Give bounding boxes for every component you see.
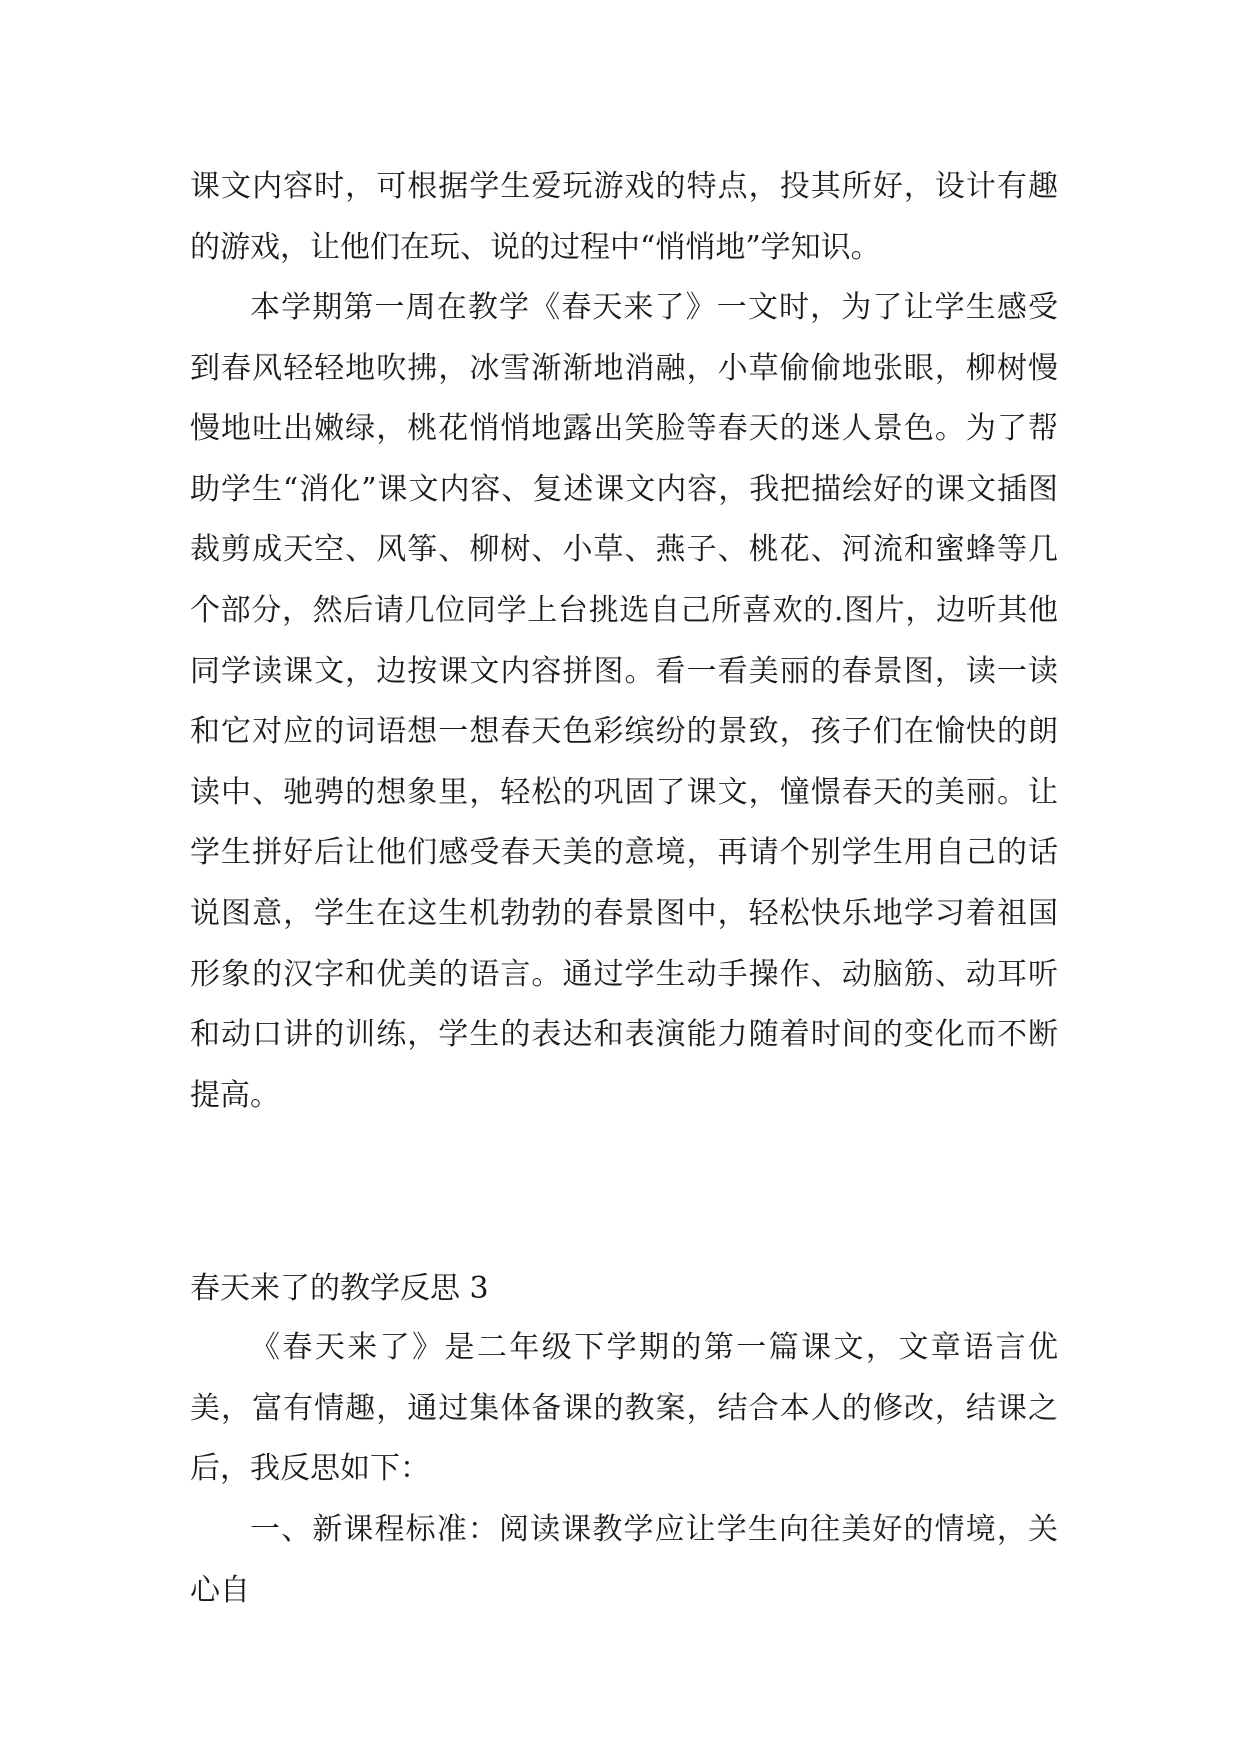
paragraph-spring-lesson: 本学期第一周在教学《春天来了》一文时，为了让学生感受到春风轻轻地吹拂，冰雪渐渐地消融，小草偷偷地张眼，柳树慢慢地吐出嫩绿，桃花悄悄地露出笑脸等春天的迷人景色。为了帮助学生“消化”课文内容、复述课文内容，我把描绘好的课文插图裁剪成天空、风筝、柳树、小草、燕子、桃花、河流和蜜蜂等几个部分，然后请几位同学上台挑选自己所喜欢的.图片，边听其他同学读课文，边按课文内容拼图。看一看美丽的春景图，读一读和它对应的词语想一想春天色彩缤纷的景致，孩子们在愉快的朗读中、驰骋的想象里，轻松的巩固了课文，憧憬春天的美丽。让学生拼好后让他们感受春天美的意境，再请个别学生用自己的话说图意，学生在这生机勃勃的春景图中，轻松快乐地学习着祖国形象的汉字和优美的语言。通过学生动手操作、动脑筋、动耳听和动口讲的训练，学生的表达和表演能力随着时间的变化而不断提高。 (190, 290, 1058, 1113)
section-heading: 春天来了的教学反思 3 (190, 1271, 489, 1306)
paragraph-reflection-intro: 《春天来了》是二年级下学期的第一篇课文，文章语言优美，富有情趣，通过集体备课的教案，结合本人的修改，结课之后，我反思如下： (190, 1330, 1058, 1487)
paragraph-continuation: 课文内容时，可根据学生爱玩游戏的特点，投其所好，设计有趣的游戏，让他们在玩、说的过程中“悄悄地”学知识。 (190, 169, 1058, 265)
paragraph-curriculum-standard: 一、新课程标准：阅读课教学应让学生向往美好的情境，关心自 (190, 1512, 1058, 1608)
